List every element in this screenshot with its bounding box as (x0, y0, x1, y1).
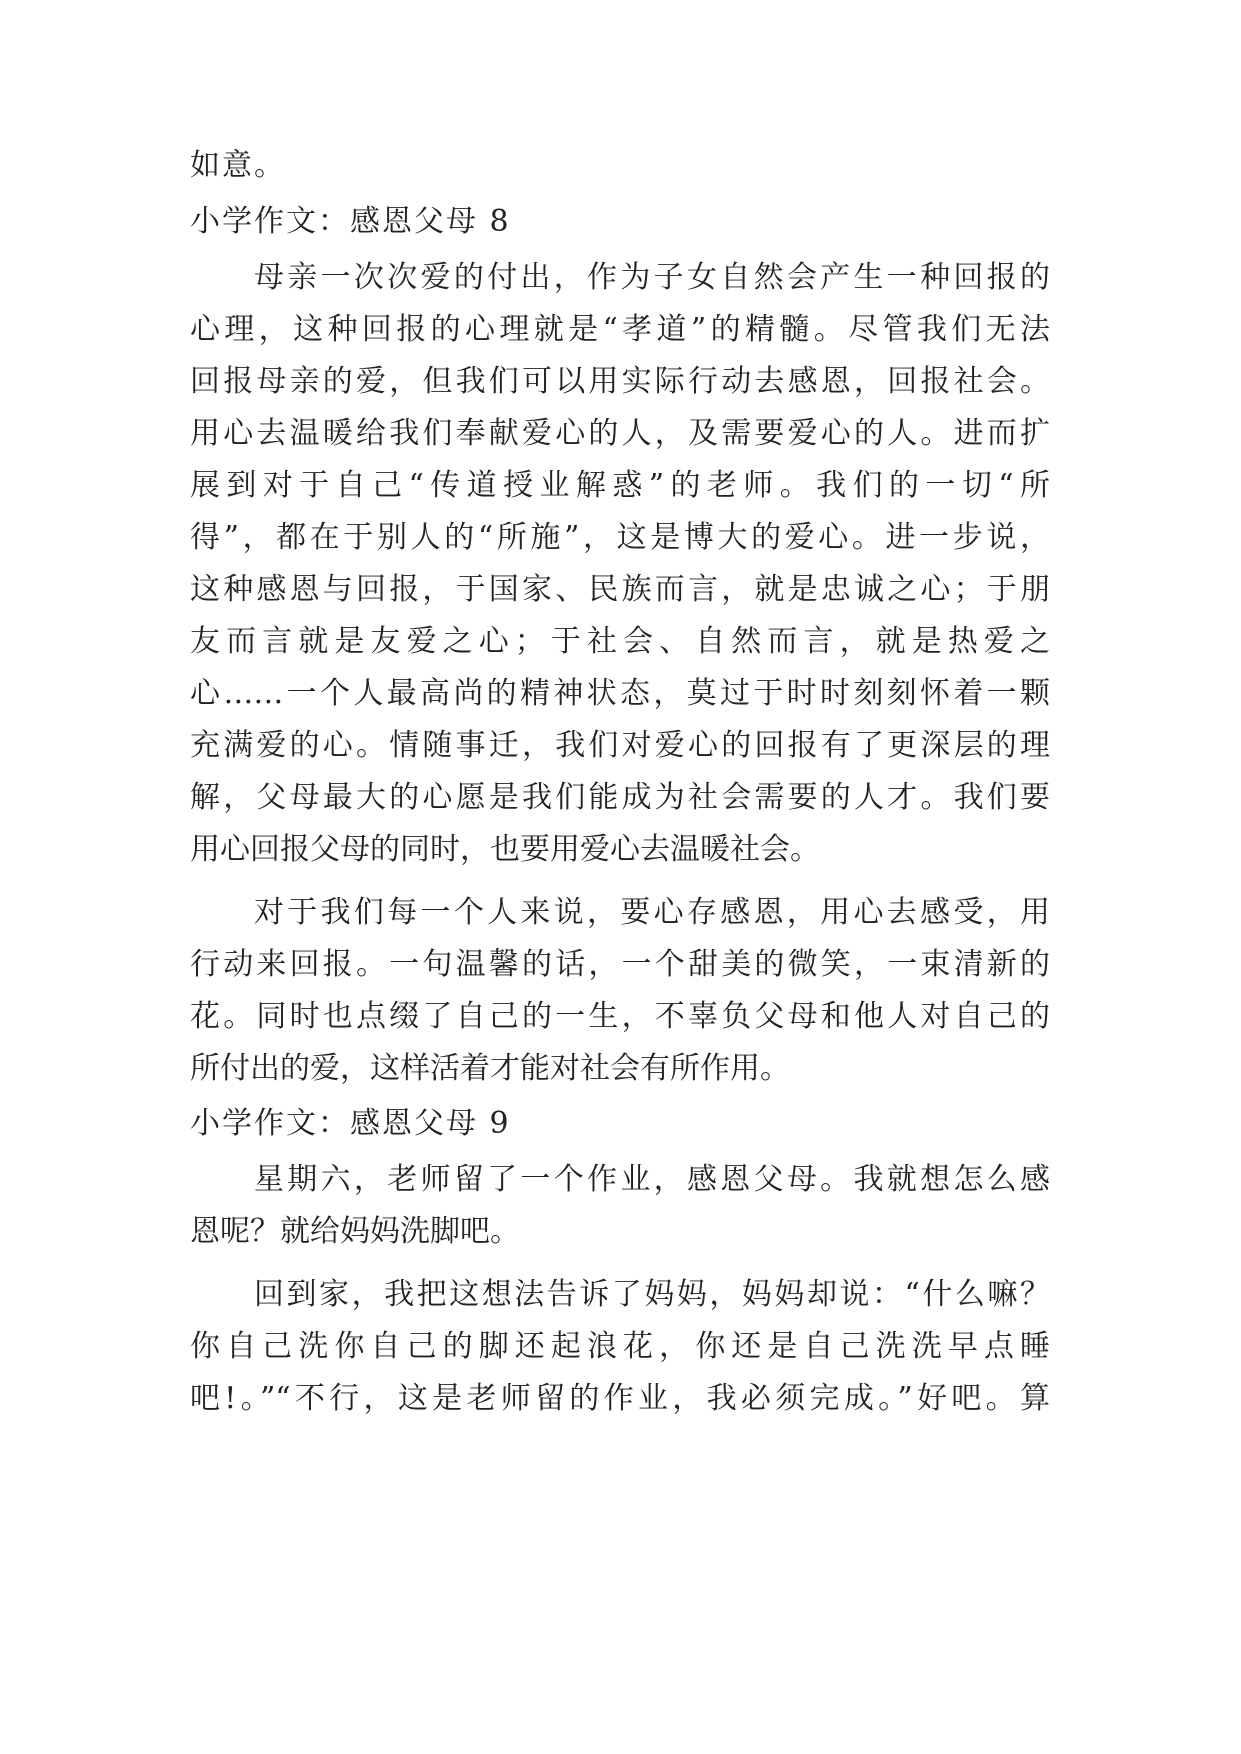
paragraph-line: 吧!。”“不行，这是老师留的作业，我必须完成。”好吧。算 (190, 1381, 1050, 1416)
paragraph-line: 对于我们每一个人来说，要心存感恩，用心去感受，用 (254, 895, 1050, 930)
paragraph-line: 母亲一次次爱的付出，作为子女自然会产生一种回报的 (254, 260, 1050, 295)
opening-fragment: 如意。 (190, 148, 286, 183)
paragraph-line: 心……一个人最高尚的精神状态，莫过于时时刻刻怀着一颗 (190, 676, 1050, 711)
section-heading-9: 小学作文：感恩父母 9 (190, 1106, 511, 1141)
paragraph-line: 解，父母最大的心愿是我们能成为社会需要的人才。我们要 (190, 780, 1050, 815)
paragraph-line: 用心去温暖给我们奉献爱心的人，及需要爱心的人。进而扩 (190, 416, 1050, 451)
paragraph-line: 充满爱的心。情随事迁，我们对爱心的回报有了更深层的理 (190, 728, 1050, 763)
paragraph-line: 你自己洗你自己的脚还起浪花，你还是自己洗洗早点睡 (190, 1329, 1050, 1364)
paragraph-line: 友而言就是友爱之心；于社会、自然而言，就是热爱之 (190, 624, 1050, 659)
paragraph-line: 恩呢？就给妈妈洗脚吧。 (190, 1214, 520, 1249)
paragraph-line: 用心回报父母的同时，也要用爱心去温暖社会。 (190, 832, 820, 867)
paragraph-line: 行动来回报。一句温馨的话，一个甜美的微笑，一束清新的 (190, 947, 1050, 982)
paragraph-line: 所付出的爱，这样活着才能对社会有所作用。 (190, 1051, 790, 1086)
paragraph-line: 回到家，我把这想法告诉了妈妈，妈妈却说：“什么嘛？ (254, 1277, 1050, 1312)
paragraph-line: 星期六，老师留了一个作业，感恩父母。我就想怎么感 (254, 1162, 1050, 1197)
paragraph-line: 花。同时也点缀了自己的一生，不辜负父母和他人对自己的 (190, 999, 1050, 1034)
paragraph-line: 展到对于自己“传道授业解惑”的老师。我们的一切“所 (190, 468, 1050, 503)
paragraph-line: 回报母亲的爱，但我们可以用实际行动去感恩，回报社会。 (190, 364, 1050, 399)
paragraph-line: 得”，都在于别人的“所施”，这是博大的爱心。进一步说， (190, 520, 1050, 555)
paragraph-line: 这种感恩与回报，于国家、民族而言，就是忠诚之心；于朋 (190, 572, 1050, 607)
section-heading-8: 小学作文：感恩父母 8 (190, 204, 511, 239)
paragraph-line: 心理，这种回报的心理就是“孝道”的精髓。尽管我们无法 (190, 312, 1050, 347)
